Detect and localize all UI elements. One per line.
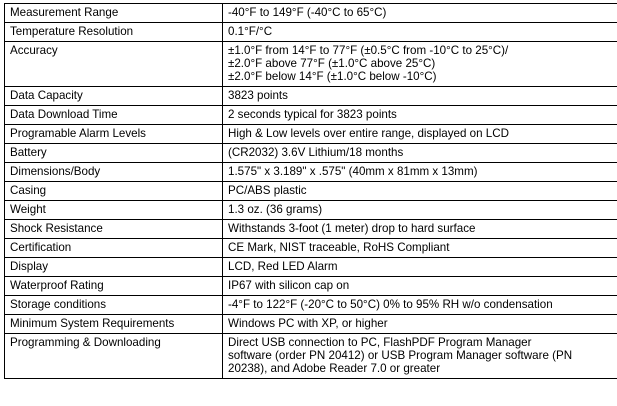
spec-value [223, 334, 617, 379]
spec-label: Battery [5, 144, 223, 163]
spec-label: Dimensions/Body [5, 163, 223, 182]
spec-row-shock-resistance [5, 220, 617, 239]
spec-row-weight [5, 201, 617, 220]
spec-value-line: -4°F to 122°F (-20°C to 50°C) 0% to 95% RH w/o condensation [228, 298, 553, 311]
spec-value [223, 182, 617, 201]
spec-row-certification [5, 239, 617, 258]
spec-label: Programable Alarm Levels [5, 125, 223, 144]
spec-value-line: Windows PC with XP, or higher [228, 317, 388, 330]
spec-value-line: 1.3 oz. (36 grams) [228, 203, 323, 216]
spec-value-line: 2 seconds typical for 3823 points [228, 108, 397, 121]
spec-label: Minimum System Requirements [5, 315, 223, 334]
spec-value [223, 163, 617, 182]
spec-label: Waterproof Rating [5, 277, 223, 296]
spec-row-programming-downloading [5, 334, 617, 379]
spec-value-line: PC/ABS plastic [228, 184, 307, 197]
spec-value [223, 239, 617, 258]
spec-value [223, 87, 617, 106]
spec-value-line: software (order PN 20412) or USB Program Manager software (PN [228, 349, 573, 362]
spec-value [223, 125, 617, 144]
spec-label: Data Download Time [5, 106, 223, 125]
spec-row-casing [5, 182, 617, 201]
spec-value-line: 1.575" x 3.189" x .575" (40mm x 81mm x 13mm) [228, 165, 478, 178]
spec-label: Accuracy [5, 42, 223, 87]
specifications-table-body [5, 4, 617, 379]
spec-value [223, 296, 617, 315]
spec-value-line: 20238), and Adobe Reader 7.0 or greater [228, 362, 441, 375]
spec-value-line: (CR2032) 3.6V Lithium/18 months [228, 146, 404, 159]
spec-label: Certification [5, 239, 223, 258]
spec-label: Casing [5, 182, 223, 201]
spec-value [223, 106, 617, 125]
spec-label: Data Capacity [5, 87, 223, 106]
spec-row-alarm-levels [5, 125, 617, 144]
spec-row-data-download-time [5, 106, 617, 125]
spec-label: Storage conditions [5, 296, 223, 315]
spec-row-dimensions [5, 163, 617, 182]
spec-value-line: LCD, Red LED Alarm [228, 260, 338, 273]
spec-label: Measurement Range [5, 4, 223, 23]
spec-row-data-capacity [5, 87, 617, 106]
spec-value-line: IP67 with silicon cap on [228, 279, 350, 292]
spec-label: Programming & Downloading [5, 334, 223, 379]
spec-label: Shock Resistance [5, 220, 223, 239]
spec-value [223, 42, 617, 87]
specifications-table [4, 3, 617, 379]
spec-row-waterproof-rating [5, 277, 617, 296]
spec-row-storage-conditions [5, 296, 617, 315]
spec-value-line: 0.1°F/°C [228, 25, 273, 38]
spec-value [223, 4, 617, 23]
spec-value [223, 144, 617, 163]
spec-value [223, 201, 617, 220]
spec-value-line: 3823 points [228, 89, 288, 102]
spec-value-line: ±1.0°F from 14°F to 77°F (±0.5°C from -10°C to 25°C)/ [228, 44, 509, 57]
spec-row-battery [5, 144, 617, 163]
spec-value-line: ±2.0°F below 14°F (±1.0°C below -10°C) [228, 70, 437, 83]
spec-value-line: High & Low levels over entire range, displayed on LCD [228, 127, 509, 140]
spec-value-line: CE Mark, NIST traceable, RoHS Compliant [228, 241, 450, 254]
spec-label: Weight [5, 201, 223, 220]
spec-value-line: -40°F to 149°F (-40°C to 65°C) [228, 6, 387, 19]
spec-value [223, 315, 617, 334]
spec-value [223, 220, 617, 239]
spec-value [223, 277, 617, 296]
spec-row-measurement-range [5, 4, 617, 23]
spec-value-line: ±2.0°F above 77°F (±1.0°C above 25°C) [228, 57, 436, 70]
spec-value-line: Direct USB connection to PC, FlashPDF Program Manager [228, 336, 532, 349]
spec-row-temperature-resolution [5, 23, 617, 42]
spec-row-accuracy [5, 42, 617, 87]
spec-label: Display [5, 258, 223, 277]
spec-value [223, 23, 617, 42]
spec-label: Temperature Resolution [5, 23, 223, 42]
spec-row-display [5, 258, 617, 277]
spec-row-system-requirements [5, 315, 617, 334]
spec-value-line: Withstands 3-foot (1 meter) drop to hard surface [228, 222, 476, 235]
spec-value [223, 258, 617, 277]
